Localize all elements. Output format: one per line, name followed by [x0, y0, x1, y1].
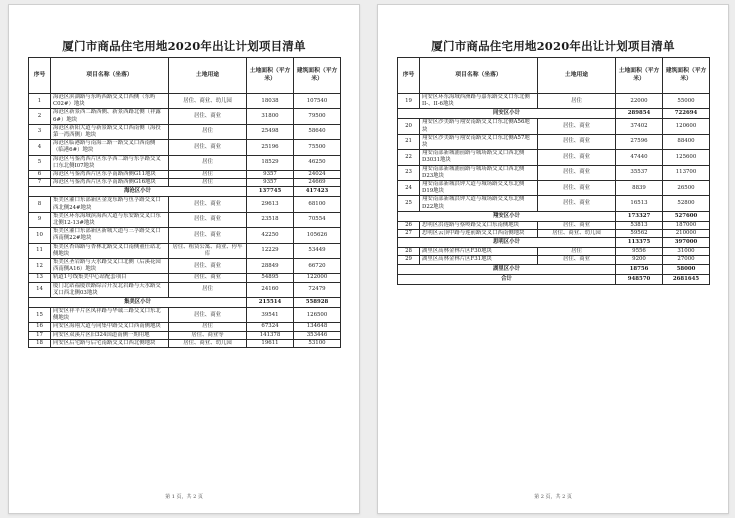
row-build-area: 24669 [294, 179, 341, 187]
row-build-area: 66720 [294, 259, 341, 274]
row-land-area: 53813 [616, 221, 663, 229]
row-land-use: 居住、商业 [538, 119, 616, 134]
subtotal-label: 合计 [398, 274, 616, 284]
row-build-area: 55000 [663, 94, 710, 109]
row-land-use: 居住、商业 [538, 150, 616, 165]
col-header-build-area: 建筑面积（平方米） [663, 58, 710, 94]
col-header-no: 序号 [398, 58, 420, 94]
row-location: 翔安南部新城浦前路与城场路交叉口西北侧D23地块 [420, 165, 538, 180]
row-build-area: 113700 [663, 165, 710, 180]
table-row [29, 331, 341, 339]
row-location: 轨道1号线集美中心站配套项目 [51, 274, 169, 282]
table-row [29, 308, 341, 323]
row-build-area: 27000 [663, 256, 710, 264]
row-location: 集美区灌口东部新区新城大道与三孚路交叉口西南侧22#地块 [51, 228, 169, 243]
subtotal-land-area: 948570 [616, 274, 663, 284]
row-land-area: 9200 [616, 256, 663, 264]
row-build-area: 107540 [294, 94, 341, 109]
subtotal-build-area: 2681645 [663, 274, 710, 284]
row-land-area: 25196 [247, 140, 294, 155]
row-location: 集美区环东海域滨海西大道与东安路交叉口东北侧12-13#地块 [51, 212, 169, 227]
table-row [398, 119, 710, 134]
row-location: 海沧区马銮湾西片区东孚西二路与东孚路交叉口东北侧I07地块 [51, 155, 169, 170]
document-page-2 [377, 4, 729, 514]
row-land-area: 24160 [247, 282, 294, 297]
subtotal-row [398, 274, 710, 284]
row-build-area: 68100 [294, 197, 341, 212]
row-number: 16 [29, 323, 51, 331]
row-land-use: 居住、商业 [169, 308, 247, 323]
row-location: 湖里区高林金林片区F31地块 [420, 256, 538, 264]
row-land-area: 67324 [247, 323, 294, 331]
row-land-use: 居住 [169, 124, 247, 139]
table-row [398, 256, 710, 264]
col-header-no: 序号 [29, 58, 51, 94]
table-row [398, 134, 710, 149]
row-build-area: 88400 [663, 134, 710, 149]
row-land-area: 47440 [616, 150, 663, 165]
table-row [29, 212, 341, 227]
row-number: 23 [398, 165, 420, 180]
subtotal-row [398, 264, 710, 274]
row-location: 海沧区新阳大道与新景路交叉口西南侧（海投第一湾西侧）地块 [51, 124, 169, 139]
subtotal-label: 思明区小计 [398, 238, 616, 248]
row-number: 19 [398, 94, 420, 109]
row-land-use: 居住 [169, 179, 247, 187]
row-build-area: 79500 [294, 109, 341, 124]
subtotal-build-area: 58000 [663, 264, 710, 274]
table-row [398, 221, 710, 229]
row-land-area: 54895 [247, 274, 294, 282]
table-row [398, 230, 710, 238]
row-location: 同安区后宅路与后宅南路交叉口西北侧地块 [51, 339, 169, 347]
table-row [29, 339, 341, 347]
row-build-area: 187000 [663, 221, 710, 229]
table-row [398, 165, 710, 180]
row-build-area: 105626 [294, 228, 341, 243]
col-header-use: 土地用途 [538, 58, 616, 94]
row-number: 24 [398, 181, 420, 196]
row-number: 7 [29, 179, 51, 187]
row-land-area: 9556 [616, 248, 663, 256]
row-land-area: 22000 [616, 94, 663, 109]
row-land-area: 25498 [247, 124, 294, 139]
subtotal-label: 翔安区小计 [398, 211, 616, 221]
row-number: 25 [398, 196, 420, 211]
row-number: 27 [398, 230, 420, 238]
row-land-area: 12229 [247, 243, 294, 258]
row-land-use: 居住、商业 [169, 197, 247, 212]
row-land-area: 19611 [247, 339, 294, 347]
subtotal-label: 湖里区小计 [398, 264, 616, 274]
col-header-land-area: 土地面积（平方米） [247, 58, 294, 94]
row-location: 同安区环东海域西洲路与嘉东路交叉口东北侧II-、II-6地块 [420, 94, 538, 109]
col-header-location: 项目名称（坐落） [420, 58, 538, 94]
subtotal-land-area: 289854 [616, 109, 663, 119]
row-number: 22 [398, 150, 420, 165]
table-row [398, 150, 710, 165]
header-row [398, 58, 710, 94]
row-location: 翔安南部新城洪钟大道与城场路交叉东北侧D19地块 [420, 181, 538, 196]
row-land-use: 居住、商业、幼儿园 [169, 94, 247, 109]
table-row [398, 248, 710, 256]
table-row [29, 179, 341, 187]
col-header-use: 土地用途 [169, 58, 247, 94]
row-build-area: 52800 [663, 196, 710, 211]
row-build-area: 53449 [294, 243, 341, 258]
row-land-area: 18529 [247, 155, 294, 170]
row-land-use: 居住、商业 [169, 212, 247, 227]
table-row [29, 282, 341, 297]
subtotal-build-area: 527600 [663, 211, 710, 221]
table-row [29, 197, 341, 212]
row-land-area: 9357 [247, 171, 294, 179]
table-row [29, 140, 341, 155]
col-header-location: 项目名称（坐落） [51, 58, 169, 94]
row-number: 15 [29, 308, 51, 323]
row-land-area: 59562 [616, 230, 663, 238]
row-location: 翔安南部新城浦前路与城场路交叉口西北侧D3031地块 [420, 150, 538, 165]
row-location: 海沧区马銮湾西片区东孚南路西侧G11地块 [51, 171, 169, 179]
subtotal-row [398, 211, 710, 221]
subtotal-land-area: 215514 [247, 298, 294, 308]
table-row [29, 259, 341, 274]
row-land-use: 居住、商业 [169, 228, 247, 243]
row-land-use: 居住、商业 [538, 181, 616, 196]
row-land-area: 37402 [616, 119, 663, 134]
row-location: 湖里区高林金林片区F30地块 [420, 248, 538, 256]
subtotal-land-area: 113375 [616, 238, 663, 248]
row-location: 翔安区沙美路与翔安南路交叉口东北侧A56地块 [420, 119, 538, 134]
row-number: 20 [398, 119, 420, 134]
row-build-area: 126500 [294, 308, 341, 323]
row-number: 29 [398, 256, 420, 264]
row-build-area: 120600 [663, 119, 710, 134]
row-number: 6 [29, 171, 51, 179]
row-land-area: 27596 [616, 134, 663, 149]
row-number: 2 [29, 109, 51, 124]
row-land-use: 居住、商业 [538, 221, 616, 229]
row-build-area: 70554 [294, 212, 341, 227]
table-body [398, 94, 710, 285]
row-number: 3 [29, 124, 51, 139]
subtotal-build-area: 417423 [294, 187, 341, 197]
row-land-use: 居住、商业 [169, 109, 247, 124]
row-location: 海沧区新景西二路西侧、新景西路北侧（祥露6#）地块 [51, 109, 169, 124]
row-number: 4 [29, 140, 51, 155]
row-land-use: 居住 [538, 94, 616, 109]
row-build-area: 75500 [294, 140, 341, 155]
row-land-use: 居住 [169, 323, 247, 331]
subtotal-land-area: 137745 [247, 187, 294, 197]
row-number: 21 [398, 134, 420, 149]
row-build-area: 58640 [294, 124, 341, 139]
table-row [29, 109, 341, 124]
col-header-land-area: 土地面积（平方米） [616, 58, 663, 94]
document-page-1 [8, 4, 360, 514]
row-land-area: 9357 [247, 179, 294, 187]
table-row [29, 94, 341, 109]
row-number: 5 [29, 155, 51, 170]
row-number: 12 [29, 259, 51, 274]
row-land-use: 居住、商业、幼儿园 [538, 230, 616, 238]
row-build-area: 353446 [294, 331, 341, 339]
row-land-use: 居住 [169, 155, 247, 170]
table-row [29, 155, 341, 170]
row-build-area: 122000 [294, 274, 341, 282]
row-location: 厦门北站福厦铁路综合开发北岩路与天水路交叉口西北侧03地块 [51, 282, 169, 297]
subtotal-build-area: 558928 [294, 298, 341, 308]
page-footer: 第 1 页，共 2 页 [165, 494, 203, 500]
row-number: 28 [398, 248, 420, 256]
row-land-area: 42250 [247, 228, 294, 243]
row-build-area: 24024 [294, 171, 341, 179]
row-land-use: 居住、商业 [538, 256, 616, 264]
project-table [28, 57, 341, 348]
row-land-use: 居住、商业等 [169, 331, 247, 339]
row-land-use: 居住、商业 [169, 259, 247, 274]
row-location: 翔安区沙美路与翔安南路交叉口东北侧A57地块 [420, 134, 538, 149]
row-build-area: 210000 [663, 230, 710, 238]
table-row [29, 228, 341, 243]
subtotal-build-area: 722694 [663, 109, 710, 119]
row-location: 同安区祥平片区凤祥路与华诚三路交叉口东北侧地块 [51, 308, 169, 323]
subtotal-label: 集美区小计 [29, 298, 247, 308]
table-body [29, 94, 341, 348]
row-land-use: 居住、商业 [169, 140, 247, 155]
row-build-area: 125600 [663, 150, 710, 165]
row-land-area: 141378 [247, 331, 294, 339]
row-number: 18 [29, 339, 51, 347]
row-build-area: 134648 [294, 323, 341, 331]
row-land-use: 居住、租赁公寓、商业、停车库 [169, 243, 247, 258]
row-land-area: 31800 [247, 109, 294, 124]
page-footer: 第 2 页，共 2 页 [534, 494, 572, 500]
subtotal-row [29, 298, 341, 308]
row-location: 同安区双溪片区旧324国道南侧一期用地 [51, 331, 169, 339]
row-number: 26 [398, 221, 420, 229]
row-location: 集美区灌口东部新区金龙东路与鱼孚路交叉口西北侧24#地块 [51, 197, 169, 212]
row-build-area: 72479 [294, 282, 341, 297]
table-row [398, 196, 710, 211]
row-land-area: 18038 [247, 94, 294, 109]
row-land-area: 29613 [247, 197, 294, 212]
table-row [29, 243, 341, 258]
table-row [398, 181, 710, 196]
row-location: 翔安南部新城洪钟大道与城场路交叉东北侧D22地块 [420, 196, 538, 211]
col-header-build-area: 建筑面积（平方米） [294, 58, 341, 94]
row-land-area: 23518 [247, 212, 294, 227]
row-number: 17 [29, 331, 51, 339]
header-row [29, 58, 341, 94]
row-build-area: 46250 [294, 155, 341, 170]
row-location: 思明区云顶中路与莲前路交叉口西南侧地块 [420, 230, 538, 238]
table-row [29, 124, 341, 139]
page-title: 厦门市商品住宅用地2020年出让计划项目清单 [431, 39, 675, 53]
row-land-use: 居住、商业 [538, 196, 616, 211]
row-land-use: 居住、商业 [538, 165, 616, 180]
row-number: 8 [29, 197, 51, 212]
project-table [397, 57, 710, 285]
row-location: 海沧区滨湖路与东屿西路交叉口西侧（东屿C02#）地块 [51, 94, 169, 109]
subtotal-row [398, 109, 710, 119]
table-row [29, 323, 341, 331]
page-title: 厦门市商品住宅用地2020年出让计划项目清单 [62, 39, 306, 53]
row-land-use: 居住、商业 [169, 274, 247, 282]
row-number: 14 [29, 282, 51, 297]
row-location: 海沧区马銮湾西片区东孚南路西侧G16地块 [51, 179, 169, 187]
row-land-use: 居住 [538, 248, 616, 256]
subtotal-row [29, 187, 341, 197]
row-number: 1 [29, 94, 51, 109]
subtotal-label: 海沧区小计 [29, 187, 247, 197]
row-location: 集美区圣岩路与天水路交叉口北侧（后溪花园西南侧A16）地块 [51, 259, 169, 274]
table-row [29, 171, 341, 179]
table-row [29, 274, 341, 282]
row-location: 同安区海翔大道与同集中路交叉口西南侧地块 [51, 323, 169, 331]
subtotal-row [398, 238, 710, 248]
row-land-area: 28849 [247, 259, 294, 274]
row-land-area: 39541 [247, 308, 294, 323]
row-land-area: 8839 [616, 181, 663, 196]
row-build-area: 53100 [294, 339, 341, 347]
subtotal-label: 同安区小计 [398, 109, 616, 119]
row-land-use: 居住、商业 [538, 134, 616, 149]
row-number: 11 [29, 243, 51, 258]
subtotal-land-area: 173327 [616, 211, 663, 221]
row-location: 海沧区临港路与南海三路一路交叉口西南侧（临港6#）地块 [51, 140, 169, 155]
row-land-area: 16513 [616, 196, 663, 211]
row-land-use: 居住 [169, 282, 247, 297]
row-number: 10 [29, 228, 51, 243]
row-land-area: 35537 [616, 165, 663, 180]
row-build-area: 31000 [663, 248, 710, 256]
subtotal-build-area: 397000 [663, 238, 710, 248]
row-build-area: 26500 [663, 181, 710, 196]
subtotal-land-area: 18756 [616, 264, 663, 274]
table-row [398, 94, 710, 109]
row-land-use: 居住、商业、幼儿园 [169, 339, 247, 347]
row-location: 思明区洪莲路与蔡岭路交叉口东南侧地块 [420, 221, 538, 229]
row-land-use: 居住 [169, 171, 247, 179]
row-number: 9 [29, 212, 51, 227]
row-location: 集美区杏锦路与杏林北路交叉口南侧董任站北侧地块 [51, 243, 169, 258]
row-number: 13 [29, 274, 51, 282]
